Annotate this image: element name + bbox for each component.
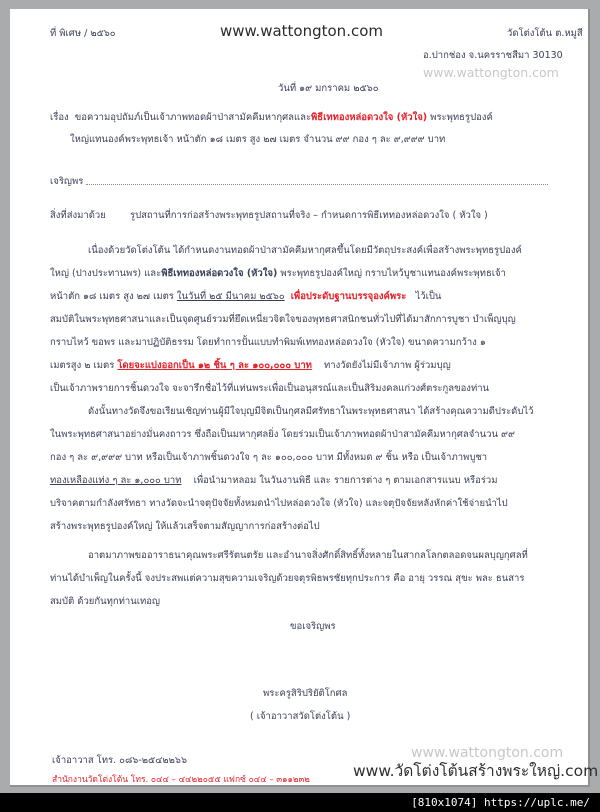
recipient-dotted-line (86, 184, 548, 185)
letter-page (10, 9, 599, 787)
p1-ceremony-date: ในวันที่ ๒๕ มีนาคม ๒๕๖๐ (176, 291, 285, 302)
watermark-url-bottom: www.wattongton.com (411, 745, 564, 761)
p2-l4-rest: เพื่อนำมาหลอม ในวันงานพิธี และ รายการต่าง ๆ ตามเอกสารแนบ หรือร่วม (193, 475, 498, 486)
subject-text-2: พระพุทธรูปองค์ (427, 112, 493, 123)
p1-l3-end: ไว้เป็น (415, 291, 442, 302)
p1-l3-text: หน้าตัก ๑๘ เมตร สูง ๒๗ เมตร (50, 291, 177, 302)
p1-l2-text: ใหญ่ (ปางประทานพร) และ (50, 268, 162, 279)
p1-line-3 (50, 292, 441, 302)
p3-line-3: สมบัติ ด้วยกันทุกท่านเทอญ (50, 596, 161, 607)
signer-name: พระครูสิริปริยัติโกศล (263, 688, 348, 699)
p1-l2-rest: พระพุทธรูปองค์ใหญ่ กราบไหว้บูชาแทนองค์พระพุทธเจ้า (277, 268, 506, 279)
subject-line-2: ใหญ่แทนองค์พระพุทธเจ้า หน้าตัก ๑๘ เมตร สูง ๒๗ เมตร จำนวน ๙๙ กอง ๆ ละ ๙,๙๙๙ บาท (70, 134, 446, 145)
greeting-label: เจริญพร (50, 176, 84, 187)
p2-line-3: กอง ๆ ละ ๙,๙๙๙ บาท หรือเป็นเจ้าภาพชิ้นดวงใจ ๆ ละ ๑๐๐,๐๐๐ บาท มีทั้งหมด ๙ ชิ้น หรือ เป็นเจ้าภาพบูชา (50, 452, 488, 463)
letter-date: วันที่ ๑๙ มกราคม ๒๕๖๐ (278, 83, 379, 94)
site-url-top: www.wattongton.com (220, 22, 383, 40)
subject-text-1: ขอความอุปถัมภ์เป็นเจ้าภาพทอดผ้าป่าสามัคคีมหากุศลและ (74, 112, 312, 123)
p2-line-2: ในพระพุทธศาสนาอย่างมั่นคงถาวร ซึ่งถือเป็นมหากุศลยิ่ง โดยร่วมเป็นเจ้าภาพทอดผ้าป่าสามัคคีมหากุศลจำนวน ๙๙ (50, 429, 515, 440)
p1-pieces-highlight: โดยจะแบ่งออกเป็น ๑๒ ชิ้น ๆ ละ ๑๐๐,๐๐๐ บาท (117, 360, 312, 371)
p1-line-7: เป็นเจ้าภาพรายการชิ้นดวงใจ จะจารึกชื่อไว้ที่แท่นพระเพื่อเป็นอนุสรณ์และเป็นสิริมงคลแก่วงศ์ตระกูลของท่าน (50, 383, 490, 394)
p1-line-6 (50, 361, 451, 371)
office-phone-fax: สำนักงานวัดโต่งโต้น โทร. ๐๔๔ – ๔๔๒๒๐๕๕ แฟกซ์ ๐๔๔ – ๓๑๑๒๓๒ (52, 775, 310, 785)
p1-l6-rest: ทางวัดยังไม่มีเจ้าภาพ ผู้ร่วมบุญ (324, 360, 451, 371)
image-caption-bar (0, 793, 600, 812)
thai-site-url: www.วัดโต่งโต้นสร้างพระใหญ่.com (353, 762, 599, 780)
p1-line-2 (50, 269, 506, 279)
enclosure-label: สิ่งที่ส่งมาด้วย (50, 210, 106, 221)
signer-title: ( เจ้าอาวาสวัดโต่งโต้น ) (250, 711, 351, 722)
watermark-url-top: www.wattongton.com (423, 65, 559, 80)
subject-line (50, 113, 493, 123)
p2-line-5: บริจาคตามกำลังศรัทธา ทางวัดจะนำจตุปัจจัยทั้งหมดนำไปหล่อดวงใจ (หัวใจ) และจตุปัจจัยหลังหักค่าใช้จ่ายนำไป (50, 498, 508, 509)
p2-line-4 (50, 476, 498, 486)
temple-address: อ.ปากช่อง จ.นครราชสีมา 30130 (423, 50, 563, 61)
p2-brass-offer: ทองเหลืองแท่ง ๆ ละ ๑,๐๐๐ บาท (50, 475, 182, 486)
temple-name: วัดโต่งโต้น ต.หมูสี (507, 28, 583, 39)
abbot-phone: เจ้าอาวาส โทร. ๐๘๖-๒๕๔๒๒๖๖ (52, 755, 187, 766)
image-caption: [810x1074] https://uplc.me/ (411, 796, 590, 809)
p1-purpose-highlight: เพื่อประดับฐานบรรจุองค์พระ (290, 291, 407, 302)
p1-l2-bold: พิธีเททองหล่อดวงใจ (หัวใจ) (161, 268, 278, 279)
closing-salutation: ขอเจริญพร (290, 621, 336, 632)
p1-line-4: สมบัติในพระพุทธศาสนาและเป็นจุดศูนย์รวมที่ยึดเหนี่ยวจิตใจของพุทธศาสนิกชนทั่วไปที่ได้มาสักการบูชา บำเพ็ญบุญ (50, 314, 516, 325)
subject-highlight: พิธีเททองหล่อดวงใจ (หัวใจ) (311, 112, 428, 123)
p1-l6-text: เมตรสูง ๒ เมตร (50, 360, 118, 371)
p3-line-1: อาตมาภาพขออาราธนาคุณพระศรีรัตนตรัย และอำนาจสิ่งศักดิ์สิทธิ์ทั้งหลายในสากลโลกตลอดจนผลบุญกุศลที่ (88, 550, 528, 561)
p2-line-1: ดังนั้นทางวัดจึงขอเรียนเชิญท่านผู้มีใจบุญมีจิตเป็นกุศลมีศรัทธาในพระพุทธศาสนา ได้สร้างคุณความดีประดับไว้ (88, 406, 534, 417)
enclosure-text: รูปสถานที่การก่อสร้างพระพุทธรูปสถานที่จริง – กำหนดการพิธีเททองหล่อดวงใจ ( หัวใจ ) (130, 210, 488, 221)
p1-line-5: กราบไหว้ ขอพร และมาปฏิบัติธรรม โดยทำการปั้นแบบทำพิมพ์เททองหล่อดวงใจ (หัวใจ) ขนาดความกว้าง ๑ (50, 337, 486, 348)
reference-number: ที่ พิเศษ / ๒๕๖๐ (50, 28, 116, 39)
p1-line-1: เนื่องด้วยวัดโต่งโต้น ได้กำหนดงานทอดผ้าป่าสามัคคีมหากุศลขึ้นโดยมีวัตถุประสงค์เพื่อสร้างพระพุทธรูปองค์ (88, 245, 522, 256)
p2-line-6: สร้างพระพุทธรูปองค์ใหญ่ ให้แล้วเสร็จตามสัญญาการก่อสร้างต่อไป (50, 521, 320, 532)
subject-label: เรื่อง (50, 112, 69, 123)
p3-line-2: ท่านได้บำเพ็ญในครั้งนี้ จงประสพแต่ความสุขความเจริญด้วยจตุรพิธพรชัยทุกประการ คือ อายุ วรรณ สุขะ พละ ธนสาร (50, 573, 525, 584)
